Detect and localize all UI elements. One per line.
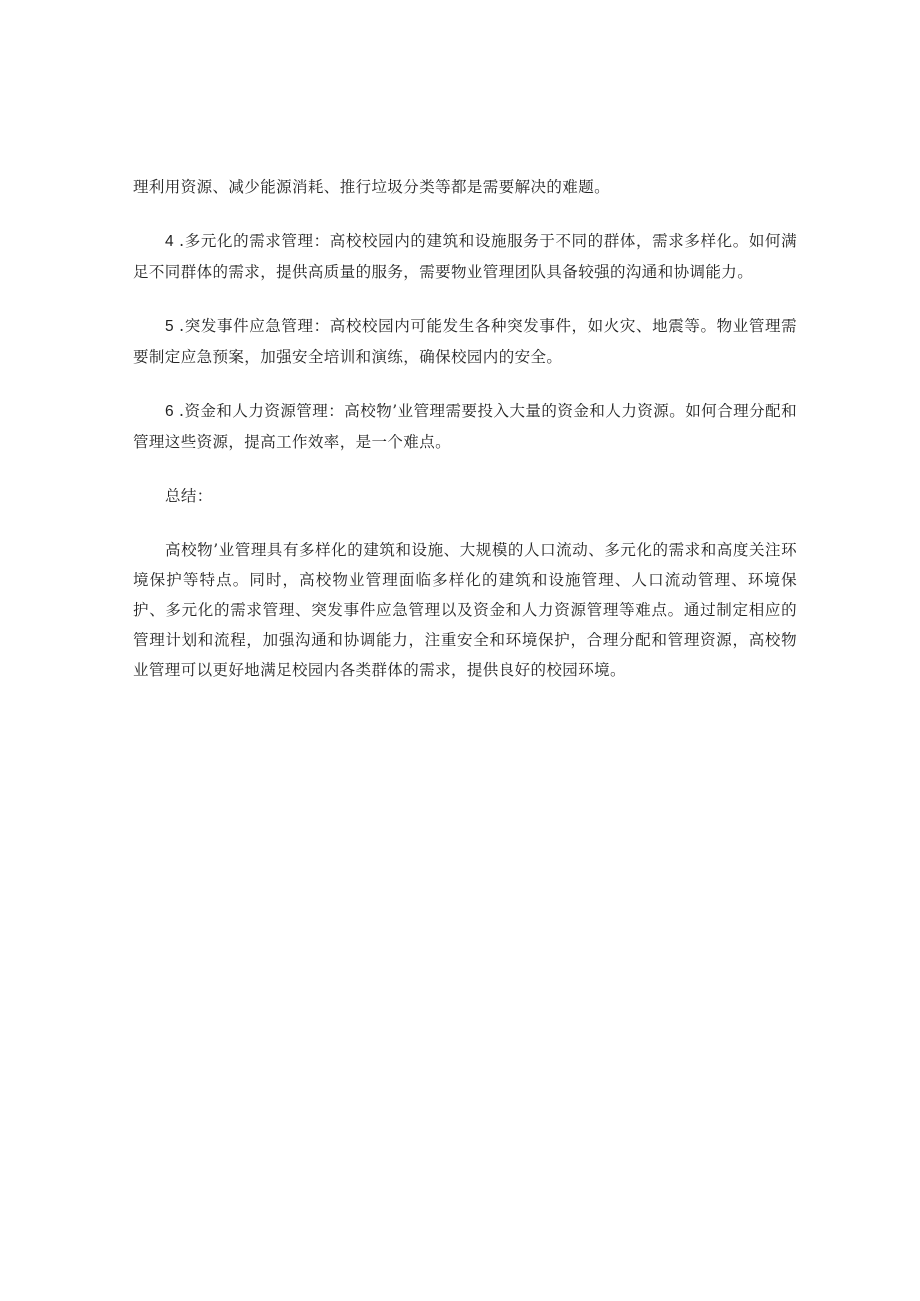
summary-heading [133,481,797,511]
paragraph-text: 理利用资源、减少能源消耗、推行垃圾分类等都是需要解决的难题。 [133,178,611,196]
summary-heading-text: 总结： [165,487,213,505]
paragraph-item-4 [133,226,797,287]
paragraph-text: 高校物’业管理具有多样化的建筑和设施、大规模的人口流动、多元化的需求和高度关注环境保护等特点。同时，高校物业管理面临多样化的建筑和设施管理、人口流动管理、环境保护、多元化的需求管理、突发事件应急管理以及资金和人力资源管理等难点。通过制定相应的管理计划和流程，加强沟通和协调能力，注重安全和环境保护，合理分配和管理资源，高校物业管理可以更好地满足校园内各类群体的需求，提供良好的校园环境。 [133,541,797,679]
item-number: 6 [165,403,174,420]
item-number: 5 [165,318,174,335]
paragraph-item-5 [133,311,797,372]
paragraph-text: .突发事件应急管理：高校校园内可能发生各种突发事件，如火灾、地震等。物业管理需要制定应急预案，加强安全培训和演练，确保校园内的安全。 [133,317,797,366]
paragraph-text: .资金和人力资源管理：高校物’业管理需要投入大量的资金和人力资源。如何合理分配和管理这些资源，提高工作效率，是一个难点。 [133,402,798,451]
paragraph-continuation [133,172,797,202]
paragraph-text: .多元化的需求管理：高校校园内的建筑和设施服务于不同的群体，需求多样化。如何满足不同群体的需求，提供高质量的服务，需要物业管理团队具备较强的沟通和协调能力。 [133,232,797,281]
item-number: 4 [165,233,174,250]
summary-paragraph [133,535,797,685]
document-body [133,172,797,709]
paragraph-item-6 [133,396,797,457]
